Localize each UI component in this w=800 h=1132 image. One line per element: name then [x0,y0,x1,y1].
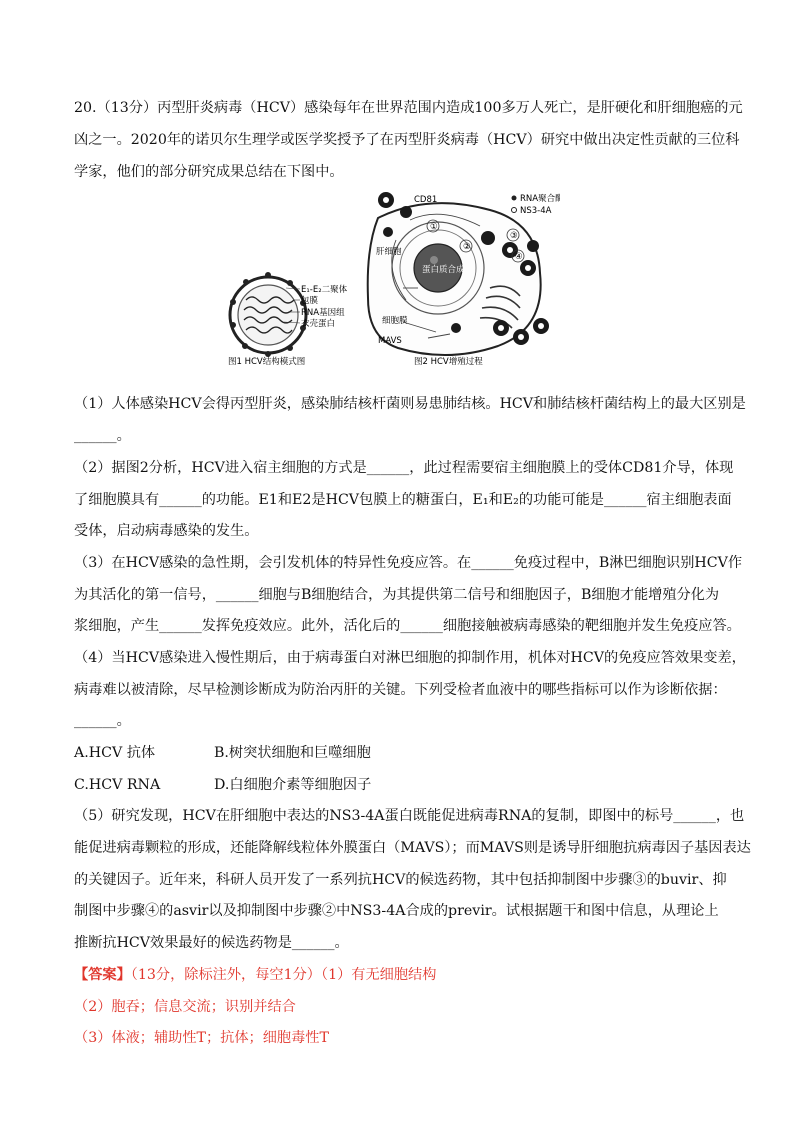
fig2-step-2: ② [463,242,471,252]
fig2-label-hepatocyte: 肝细胞 [376,247,402,257]
option-c: C.HCV RNA [74,777,161,793]
part3-line-2: 为其活化的第一信号，______细胞与B细胞结合，为其提供第二信号和细胞因子，B细胞才能增殖分化为 [74,587,720,603]
part5-line-5: 推断抗HCV效果最好的候选药物是______。 [74,935,349,951]
part1-line-1: （1）人体感染HCV会得丙型肝炎，感染肺结核杆菌则易患肺结核。HCV和肺结核杆菌结构上的最大区别是 [74,396,746,412]
part5-line-4: 制图中步骤④的asvir以及抑制图中步骤②中NS3-4A合成的previr。试根据题干和图中信息，从理论上 [74,903,719,919]
fig1-label-e1e2: E₁-E₂二聚体 [301,285,348,295]
option-a: A.HCV 抗体 [74,745,156,761]
question-intro-line-2: 凶之一。2020年的诺贝尔生理学或医学奖授予了在丙型肝炎病毒（HCV）研究中做出决定性贡献的三位科 [74,132,740,148]
part4-line-2: 病毒难以被清除，尽早检测诊断成为防治丙肝的关键。下列受检者血液中的哪些指标可以作为诊断依据： [74,682,727,698]
fig1-caption: 图1 HCV结构模式图 [228,357,306,367]
fig2-label-cd81: CD81 [414,195,438,205]
fig2-label-mavs: MAVS [378,336,402,346]
option-b: B.树突状细胞和巨噬细胞 [214,745,371,761]
fig2-nucleus-text: 蛋白质合成 [422,265,465,275]
answer-line-3: （3）体液；辅助性T；抗体；细胞毒性T [74,1030,329,1046]
part2-line-3: 受体，启动病毒感染的发生。 [74,523,259,539]
fig2-step-4: ④ [515,252,523,262]
answer-line-1 [74,966,436,984]
part2-line-2: 了细胞膜具有______的功能。E1和E2是HCV包膜上的糖蛋白，E₁和E₂的功能可能是______宿主细胞表面 [74,492,732,508]
part1-line-2: ______。 [74,428,131,444]
part4-line-3: ______。 [74,713,131,729]
part5-line-1: （5）研究发现，HCV在肝细胞中表达的NS3-4A蛋白既能促进病毒RNA的复制，即图中的标号______，也 [74,808,745,824]
fig1-label-rna: RNA基因组 [301,308,345,318]
part3-line-3: 浆细胞，产生______发挥免疫效应。此外，活化后的______细胞接触被病毒感染的靶细胞并发生免疫应答。 [74,618,741,634]
fig2-label-ns3-4a: NS3-4A [520,206,552,216]
hcv-figure [228,188,560,368]
part2-line-1: （2）据图2分析，HCV进入宿主细胞的方式是______，此过程需要宿主细胞膜上的受体CD81介导，体现 [74,460,734,476]
fig2-step-1: ① [430,222,438,232]
hcv-virion-illustration [230,272,306,357]
fig2-label-membrane: 细胞膜 [382,316,408,326]
answer-line-2: （2）胞吞；信息交流；识别并结合 [74,999,296,1015]
hcv-diagram [228,188,560,368]
part5-line-2: 能促进病毒颗粒的形成，还能降解线粒体外膜蛋白（MAVS）；而MAVS则是诱导肝细胞抗病毒因子基因表达 [74,840,751,856]
fig1-label-envelope: 包膜 [301,296,319,306]
part3-line-1: （3）在HCV感染的急性期，会引发机体的特异性免疫应答。在______免疫过程中，B淋巴细胞识别HCV作 [74,555,743,571]
part5-line-3: 的关键因子。近年来，科研人员开发了一系列抗HCV的候选药物，其中包括抑制图中步骤③的buvir、抑 [74,872,727,888]
option-d: D.白细胞介素等细胞因子 [214,777,372,793]
answer-text-1: （13分，除标注外，每空1分）（1）有无细胞结构 [130,967,437,983]
question-intro-line-3: 学家，他们的部分研究成果总结在下图中。 [74,164,344,180]
part4-line-1: （4）当HCV感染进入慢性期后，由于病毒蛋白对淋巴细胞的抑制作用，机体对HCV的免疫应答效果变差， [74,650,746,666]
fig2-step-3: ③ [510,231,518,241]
fig2-caption: 图2 HCV增殖过程 [414,357,483,367]
question-intro-line-1: 20.（13分）丙型肝炎病毒（HCV）感染每年在世界范围内造成100多万人死亡，是肝硬化和肝细胞癌的元 [74,100,743,116]
fig1-label-capsid: 衣壳蛋白 [301,319,336,329]
fig2-label-rna-polymerase: RNA聚合酶 [520,194,560,204]
answer-tag: 【答案】 [74,967,131,983]
